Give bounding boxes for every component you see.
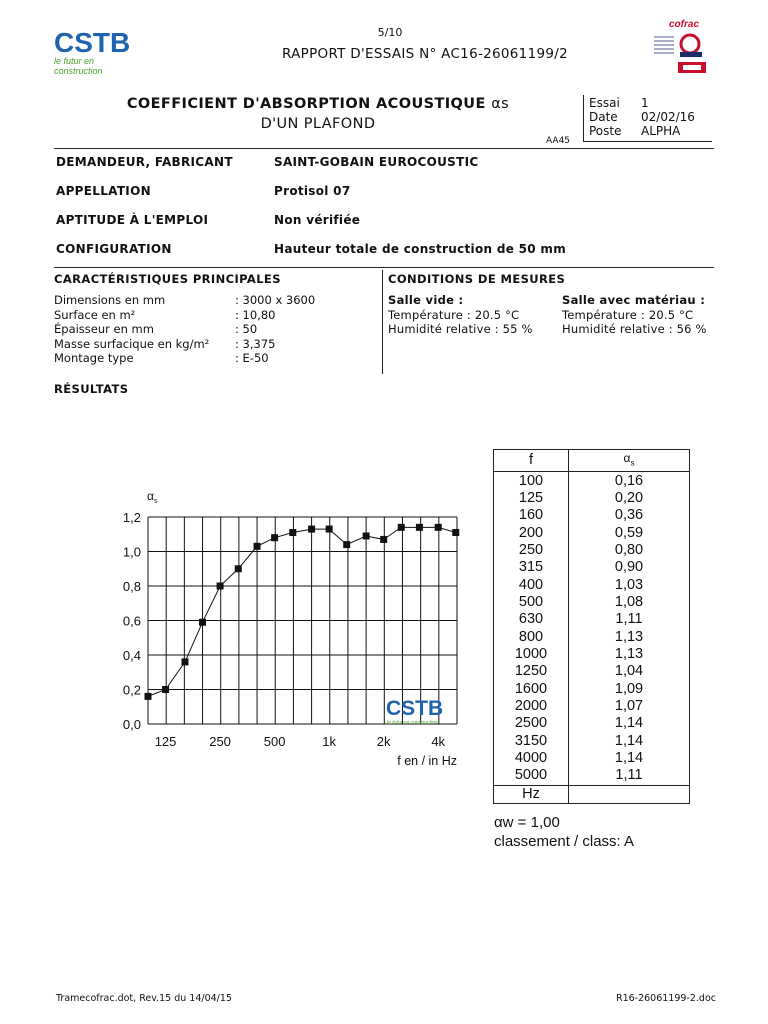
y-tick-label: 0,8 [122,579,141,594]
field-key-aptitude: APTITUDE À L'EMPLOI [56,213,209,227]
data-point [308,526,315,533]
y-tick-label: 0,0 [122,717,141,732]
table-cell-frequency: 125 [494,490,569,507]
report-title: RAPPORT D'ESSAIS N° AC16-26061199/2 [282,46,568,62]
table-row [494,594,690,611]
table-cell-frequency: 4000 [494,750,569,767]
char-row-surface [54,308,384,323]
table-cell-alpha: 1,13 [569,646,690,663]
data-point [326,526,333,533]
data-point [162,686,169,693]
table-header-row [494,450,690,472]
main-title [88,96,548,112]
empty-room-temperature: Température : 20.5 °C [388,308,520,322]
table-row [494,663,690,680]
table-cell-alpha: 1,14 [569,750,690,767]
char-row-thickness [54,322,384,337]
table-row [494,628,690,645]
form-code: AA45 [546,136,571,146]
table-cell-frequency: 315 [494,559,569,576]
page-number: 5/10 [377,26,403,39]
conditions-heading: CONDITIONS DE MESURES [388,272,566,286]
table-cell-alpha: 0,90 [569,559,690,576]
data-point [416,524,423,531]
char-value: : 50 [235,322,258,337]
footer-filename: R16-26061199-2.doc [615,993,716,1004]
x-tick-label: 4k [431,734,446,749]
table-header-alpha: $\alpha_s$ [569,450,690,472]
table-cell-frequency: 500 [494,594,569,611]
table-header-f: f [494,450,569,472]
table-cell-frequency: 1250 [494,663,569,680]
essai-label: Essai [589,96,620,110]
table-cell-frequency: 3150 [494,733,569,750]
field-value-appellation: Protisol 07 [274,184,351,198]
essai-box [583,95,712,142]
y-axis-label: $\alpha_s$ [147,489,158,505]
table-cell-alpha: 1,09 [569,681,690,698]
table-cell-frequency: 5000 [494,767,569,785]
table-row [494,698,690,715]
table-row [494,611,690,628]
x-tick-label: 250 [209,734,231,749]
table-body [494,472,690,785]
table-cell-frequency: 1600 [494,681,569,698]
y-tick-label: 0,2 [122,682,141,698]
main-title-text: COEFFICIENT D'ABSORPTION ACOUSTIQUE [126,96,486,112]
table-cell-frequency: 2000 [494,698,569,715]
cofrac-essais-logo [650,18,710,78]
table-cell-alpha: 1,07 [569,698,690,715]
table-cell-frequency: 2500 [494,715,569,732]
data-point [289,529,296,536]
char-label: Montage type [54,351,134,366]
table-cell-alpha: 1,04 [569,663,690,680]
y-tick-label: 1,0 [122,544,141,560]
table-cell-alpha: 0,16 [569,472,690,490]
x-tick-label: 500 [263,734,286,749]
material-room-humidity: Humidité relative : 56 % [562,322,707,336]
table-cell-alpha: 0,36 [569,507,690,524]
table-row [494,681,690,698]
data-point [363,532,370,539]
cstb-logo-tagline: le futur en construction [54,56,103,76]
data-point [254,543,261,550]
y-tick-label: 0,4 [122,648,141,663]
material-room-title: Salle avec matériau : [562,293,706,307]
sub-title: D'UN PLAFOND [260,116,376,132]
table-cell-alpha: 1,14 [569,733,690,750]
cofrac-logo-text: cofrac [668,19,700,30]
table-cell-alpha: 0,59 [569,524,690,541]
x-tick-label: 2k [376,734,391,749]
table-unit-row [494,785,690,803]
table-row [494,507,690,524]
table-row [494,576,690,593]
table-row [494,750,690,767]
cstb-logo [54,27,144,76]
y-tick-label: 1,2 [122,510,141,525]
cstb-watermark [386,697,443,726]
table-unit-empty [569,785,690,803]
poste-label: Poste [589,124,622,138]
field-value-aptitude: Non vérifiée [274,213,361,227]
table-cell-frequency: 250 [494,542,569,559]
table-cell-alpha: 1,03 [569,576,690,593]
data-point [435,524,442,531]
char-value: : 3000 x 3600 [235,293,316,307]
char-row-mounting [54,351,384,366]
cstb-watermark-text: CSTB [386,697,444,720]
data-point [199,619,206,626]
char-label: Masse surfacique en kg/m² [54,336,210,351]
x-axis-label: f en / in Hz [397,754,457,768]
table-row [494,524,690,541]
char-value: : 10,80 [235,307,276,322]
alpha-s-symbol: αs [491,96,510,112]
data-point [452,529,459,536]
char-value: : E-50 [235,351,269,366]
poste-row [589,124,680,138]
data-point [217,583,224,590]
field-value-configuration: Hauteur totale de construction de 50 mm [274,242,567,256]
absorption-chart [100,480,480,780]
field-key-appellation: APPELLATION [56,184,151,198]
section-divider [54,267,714,268]
column-divider [382,270,383,374]
table-row [494,767,690,785]
table-cell-alpha: 1,11 [569,767,690,785]
table-cell-alpha: 1,14 [569,715,690,732]
char-label: Épaisseur en mm [54,322,154,337]
data-point [271,534,278,541]
data-point [181,658,188,665]
results-table [493,449,690,804]
field-value-demandeur: SAINT-GOBAIN EUROCOUSTIC [274,155,479,169]
table-cell-frequency: 200 [494,524,569,541]
table-row [494,733,690,750]
table-row [494,715,690,732]
date-value: 02/02/16 [641,110,695,124]
char-row-dimensions [54,293,384,308]
data-markers [145,524,460,700]
essai-row [589,96,649,110]
results-heading: RÉSULTATS [54,382,129,396]
x-tick-label: 1k [322,734,337,749]
material-room-temperature: Température : 20.5 °C [562,308,694,322]
x-tick-labels [155,734,446,749]
x-tick-label: 125 [154,734,177,749]
table-cell-alpha: 1,08 [569,594,690,611]
footer-template: Tramecofrac.dot, Rev.15 du 14/04/15 [56,993,232,1004]
char-value: : 3,375 [235,336,276,351]
table-row [494,646,690,663]
field-key-demandeur: DEMANDEUR, FABRICANT [56,155,233,169]
table-cell-alpha: 0,80 [569,542,690,559]
y-tick-label: 0,6 [122,613,141,629]
data-point [380,536,387,543]
table-cell-alpha: 1,11 [569,611,690,628]
table-cell-frequency: 400 [494,576,569,593]
essai-value: 1 [641,96,649,110]
field-key-configuration: CONFIGURATION [56,242,172,256]
data-point [398,524,405,531]
table-cell-frequency: 160 [494,507,569,524]
table-cell-frequency: 630 [494,611,569,628]
date-row [589,110,695,124]
char-label: Surface en m² [54,307,136,322]
char-row-mass [54,337,384,352]
table-row [494,559,690,576]
poste-value: ALPHA [641,124,681,138]
table-cell-frequency: 100 [494,472,569,490]
y-tick-labels [123,510,141,732]
table-cell-alpha: 1,13 [569,628,690,645]
table-cell-frequency: 800 [494,628,569,645]
table-cell-frequency: 1000 [494,646,569,663]
alpha-series-line [148,527,456,696]
chart-grid [148,517,457,724]
table-row [494,472,690,490]
table-unit: Hz [494,785,569,803]
classification: classement / class: A [494,833,635,850]
data-point [145,693,152,700]
cstb-logo-text: CSTB [54,27,131,58]
data-point [343,541,350,548]
char-label: Dimensions en mm [54,293,166,307]
data-point [235,565,242,572]
table-row [494,490,690,507]
empty-room-title: Salle vide : [388,293,464,307]
date-label: Date [589,110,618,124]
cstb-watermark-tagline: le futur en construction [387,720,438,726]
top-divider [54,148,714,149]
empty-room-humidity: Humidité relative : 55 % [388,322,533,336]
table-row [494,542,690,559]
characteristics-heading: CARACTÉRISTIQUES PRINCIPALES [54,272,281,286]
table-cell-alpha: 0,20 [569,490,690,507]
alpha-w-value: αw = 1,00 [494,814,560,831]
